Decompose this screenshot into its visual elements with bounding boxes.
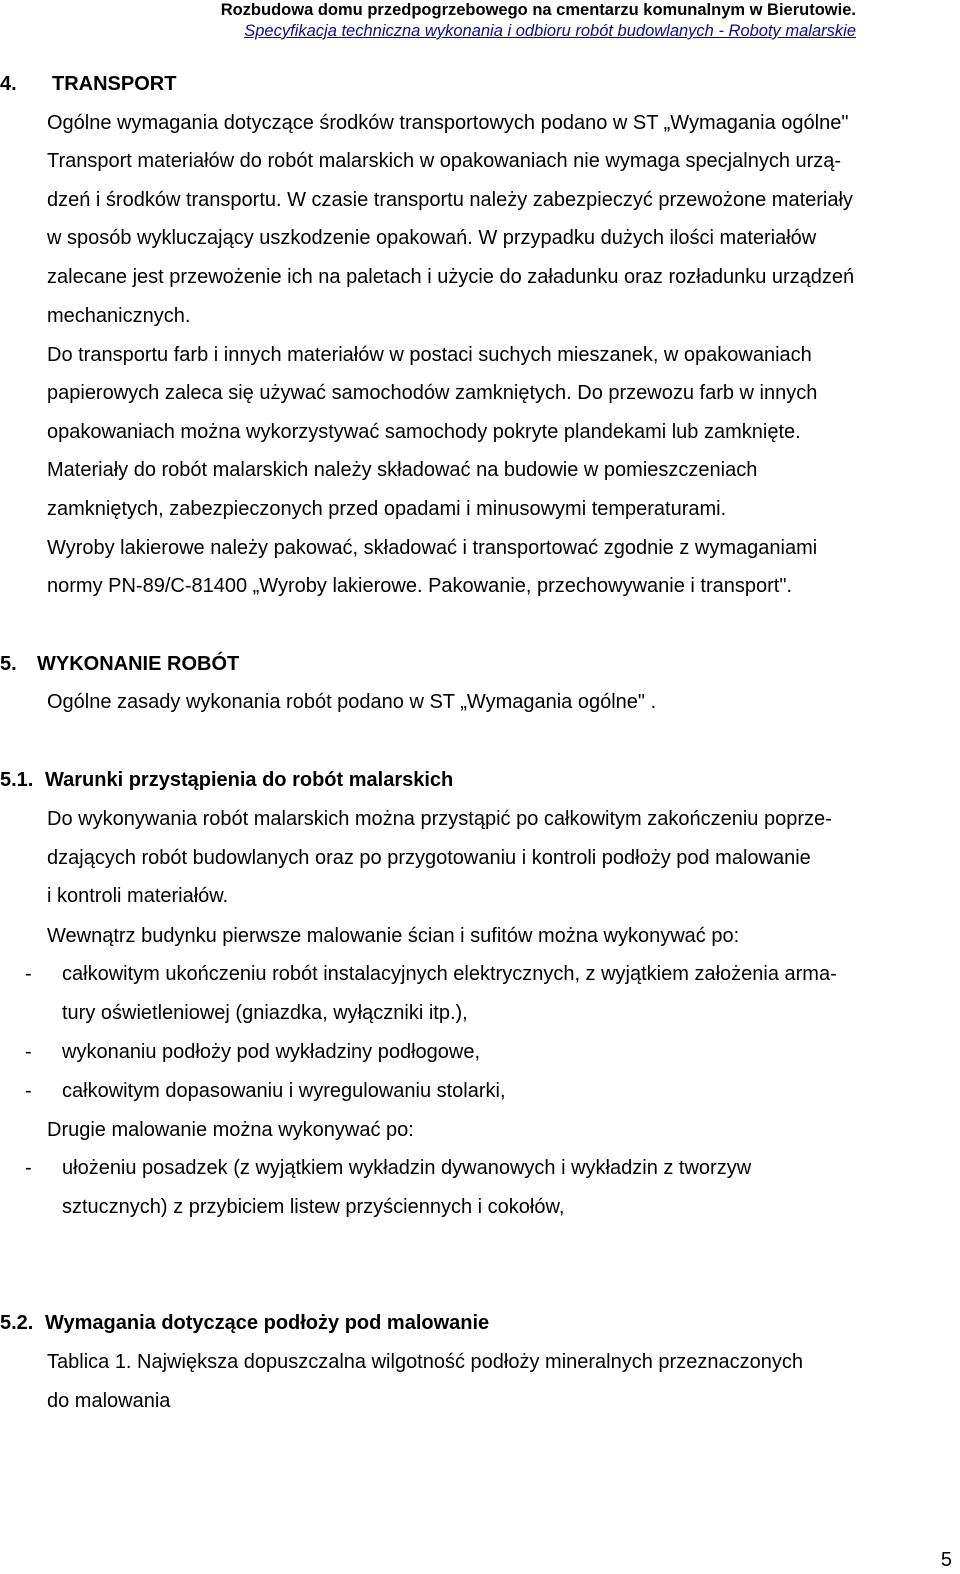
section-4-number: 4. [0,73,17,95]
paragraph-line: opakowaniach można wykorzystywać samochody pokryte plandekami lub zamknięte. [47,421,801,443]
paragraph-line: Ogólne zasady wykonania robót podano w ST „Wymagania ogólne" . [47,691,657,713]
paragraph-line: Transport materiałów do robót malarskich w opakowaniach nie wymaga specjalnych urzą- [47,150,842,172]
list-bullet: - [25,1080,32,1102]
paragraph-line: do malowania [47,1390,171,1412]
list-item: tury oświetleniowej (gniazdka, wyłączniki itp.), [62,1002,468,1024]
section-5-2-title: Wymagania dotyczące podłoży pod malowanie [45,1312,490,1334]
list-item: całkowitym dopasowaniu i wyregulowaniu stolarki, [62,1080,506,1102]
section-4-title: TRANSPORT [52,73,177,95]
page-number: 5 [940,1549,952,1571]
page-header [221,0,856,42]
paragraph-line: i kontroli materiałów. [47,885,229,907]
paragraph-line: zamkniętych, zabezpieczonych przed opadami i minusowymi temperaturami. [47,498,727,520]
paragraph-line: dzeń i środków transportu. W czasie transportu należy zabezpieczyć przewożone materiały [47,189,853,211]
paragraph-line: Do wykonywania robót malarskich można przystąpić po całkowitym zakończeniu poprze- [47,808,832,830]
paragraph-line: Wewnątrz budynku pierwsze malowanie ścian i sufitów można wykonywać po: [47,925,740,947]
section-5-2-number: 5.2. [0,1312,34,1334]
section-5-number: 5. [0,653,17,675]
list-item: całkowitym ukończeniu robót instalacyjnych elektrycznych, z wyjątkiem założenia arma- [62,963,837,985]
paragraph-line: mechanicznych. [47,305,191,327]
document-title: Rozbudowa domu przedpogrzebowego na cmentarzu komunalnym w Bierutowie. [220,1,856,19]
list-bullet: - [25,1157,32,1179]
section-5-title: WYKONANIE ROBÓT [37,653,240,675]
list-item: ułożeniu posadzek (z wyjątkiem wykładzin dywanowych i wykładzin z tworzyw [62,1157,752,1179]
paragraph-line: Ogólne wymagania dotyczące środków transportowych podano w ST „Wymagania ogólne" [47,112,849,134]
paragraph-line: zalecane jest przewożenie ich na paletach i użycie do załadunku oraz rozładunku urządzeń [47,266,855,288]
paragraph-line: papierowych zaleca się używać samochodów zamkniętych. Do przewozu farb w innych [47,382,818,404]
paragraph-line: dzających robót budowlanych oraz po przygotowaniu i kontroli podłoży pod malowanie [47,847,811,869]
section-5-1-title: Warunki przystąpienia do robót malarskich [45,769,454,791]
list-item: sztucznych) z przybiciem listew przyściennych i cokołów, [62,1196,565,1218]
paragraph-line: Wyroby lakierowe należy pakować, składować i transportować zgodnie z wymaganiami [47,537,818,559]
list-bullet: - [25,963,32,985]
list-bullet: - [25,1041,32,1063]
paragraph-line: Materiały do robót malarskich należy składować na budowie w pomieszczeniach [47,459,758,481]
paragraph-line: Drugie malowanie można wykonywać po: [47,1119,414,1141]
paragraph-line: w sposób wykluczający uszkodzenie opakowań. W przypadku dużych ilości materiałów [47,227,817,249]
list-item: wykonaniu podłoży pod wykładziny podłogowe, [62,1041,481,1063]
paragraph-line: normy PN-89/C-81400 „Wyroby lakierowe. Pakowanie, przechowywanie i transport". [47,575,793,597]
paragraph-line: Do transportu farb i innych materiałów w postaci suchych mieszanek, w opakowaniach [47,344,812,366]
document-subtitle: Specyfikacja techniczna wykonania i odbioru robót budowlanych - Roboty malarskie [244,22,856,40]
section-5-1-number: 5.1. [0,769,34,791]
paragraph-line: Tablica 1. Największa dopuszczalna wilgotność podłoży mineralnych przeznaczonych [47,1351,803,1373]
